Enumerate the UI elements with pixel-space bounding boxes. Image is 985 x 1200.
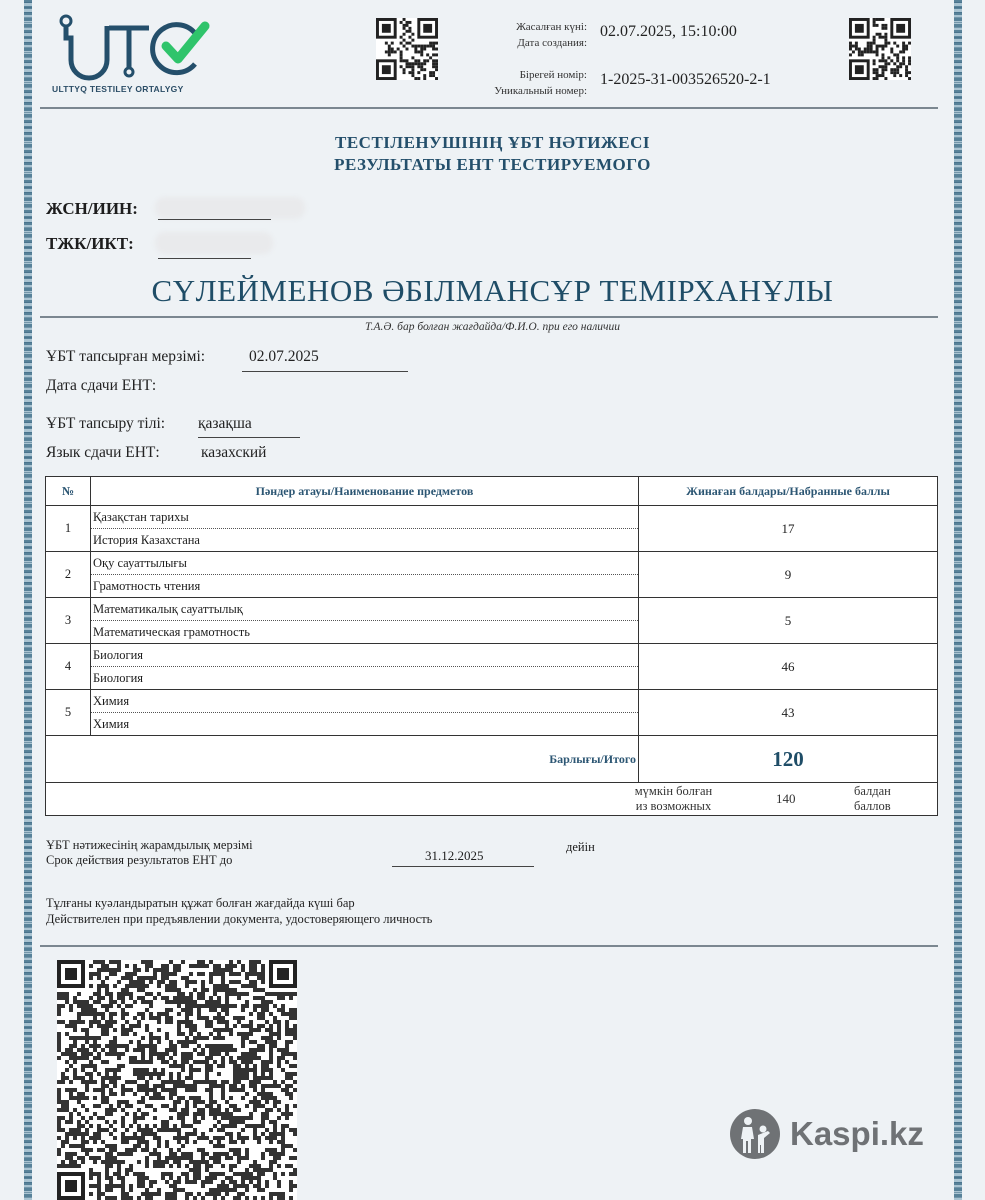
possible-label-ru: из возможных [635, 799, 712, 813]
document-title-ru: РЕЗУЛЬТАТЫ ЕНТ ТЕСТИРУЕМОГО [334, 155, 651, 174]
ikt-underline [158, 258, 251, 259]
iin-label: ЖСН/ИИН: [46, 199, 138, 218]
possible-row [46, 783, 938, 816]
subject-name-ru: Химия [93, 717, 130, 731]
table-row [46, 690, 938, 736]
possible-label [626, 784, 721, 814]
possible-cell [46, 783, 938, 816]
total-label: Барлығы/Итого [46, 736, 639, 783]
divider-top [40, 107, 938, 109]
created-label [495, 19, 587, 51]
exam-date-value: 02.07.2025 [249, 348, 319, 365]
exam-lang-value-ru: казахский [201, 444, 267, 461]
table-header-row [46, 477, 938, 506]
exam-lang-label-ru: Язык сдачи ЕНТ: [46, 444, 160, 461]
row-subject [91, 598, 639, 644]
kaspi-logo-icon [730, 1109, 780, 1159]
identity-document-note [46, 895, 432, 927]
results-table [45, 476, 938, 816]
validity-suffix: дейін [566, 840, 595, 854]
exam-date-label-kk: ҰБТ тапсырған мерзімі: [46, 348, 206, 365]
row-number: 3 [46, 598, 91, 644]
table-row [46, 598, 938, 644]
note-kk: Тұлғаны куәландыратын құжат болған жағдайда күші бар [46, 896, 355, 910]
iin-underline [158, 219, 271, 220]
unique-number-value: 1-2025-31-003526520-2-1 [600, 71, 771, 88]
qr-code-small-left [376, 18, 438, 80]
exam-lang-value-kk: қазақша [198, 415, 252, 432]
subject-name-kk: Биология [91, 644, 638, 667]
document-title-kk: ТЕСТІЛЕНУШІНІҢ ҰБТ НӘТИЖЕСІ [335, 133, 650, 152]
row-number: 4 [46, 644, 91, 690]
row-score: 17 [639, 506, 938, 552]
divider-name [40, 316, 938, 318]
qr-code-large [57, 960, 297, 1200]
kaspi-watermark-text: Kaspi.kz [790, 1115, 924, 1152]
decorative-border-left [24, 0, 32, 1200]
kaspi-watermark [730, 1109, 924, 1159]
row-subject [91, 690, 639, 736]
table-row [46, 644, 938, 690]
validity-label-kk: ҰБТ нәтижесінің жарамдылық мерзімі [46, 838, 253, 852]
subject-name-kk: Оқу сауаттылығы [91, 552, 638, 575]
row-number: 1 [46, 506, 91, 552]
total-row [46, 736, 938, 783]
validity-label-ru: Срок действия результатов ЕНТ до [46, 853, 233, 867]
unique-number-label [480, 67, 587, 99]
subject-name-kk: Химия [91, 690, 638, 713]
total-value: 120 [639, 736, 938, 783]
row-subject [91, 552, 639, 598]
possible-suffix-ru: баллов [854, 799, 891, 813]
row-score: 5 [639, 598, 938, 644]
subject-name-ru: Грамотность чтения [93, 579, 201, 593]
subject-name-kk: Қазақстан тарихы [91, 506, 638, 529]
full-name: СҮЛЕЙМЕНОВ ӘБІЛМАНСҰР ТЕМІРХАНҰЛЫ [151, 273, 834, 308]
table-row [46, 552, 938, 598]
created-value: 02.07.2025, 15:10:00 [600, 23, 737, 40]
header-number: № [46, 477, 91, 506]
unique-label-kk: Бірегей номір: [519, 69, 587, 81]
validity-underline [392, 866, 534, 867]
subject-name-ru: Математическая грамотность [93, 625, 250, 639]
subject-name-kk: Математикалық сауаттылық [91, 598, 638, 621]
possible-label-kk: мүмкін болған [634, 784, 713, 798]
ikt-label: ТЖК/ИКТ: [46, 234, 134, 253]
row-subject [91, 506, 639, 552]
divider-bottom [40, 945, 938, 947]
decorative-border-right [954, 0, 962, 1200]
unique-label-ru: Уникальный номер: [494, 85, 587, 97]
possible-value: 140 [776, 791, 796, 806]
exam-lang-underline [198, 437, 300, 438]
row-subject [91, 644, 639, 690]
created-label-kk: Жасалған күні: [516, 21, 587, 33]
subject-name-ru: Биология [93, 671, 144, 685]
exam-lang-label-kk: ҰБТ тапсыру тілі: [46, 415, 166, 432]
logo-subtitle: ULTTYQ TESTILEY ORTALYGY [52, 84, 184, 94]
possible-suffix-kk: балдан [854, 784, 891, 798]
row-score: 46 [639, 644, 938, 690]
table-row [46, 506, 938, 552]
header-subject: Пәндер атауы/Наименование предметов [91, 477, 639, 506]
subject-name-ru: История Казахстана [93, 533, 200, 547]
created-label-ru: Дата создания: [517, 37, 587, 49]
validity-date: 31.12.2025 [425, 848, 484, 863]
validity-label [46, 838, 253, 868]
name-hint: Т.А.Ә. бар болған жағдайда/Ф.И.О. при его наличии [364, 321, 621, 333]
header-score: Жинаған балдары/Набранные баллы [639, 477, 938, 506]
row-number: 2 [46, 552, 91, 598]
iin-redacted [155, 197, 305, 219]
possible-suffix [854, 784, 891, 814]
note-ru: Действителен при предъявлении документа, удостоверяющего личность [46, 912, 433, 926]
exam-date-label-ru: Дата сдачи ЕНТ: [46, 377, 157, 394]
exam-date-underline [242, 371, 408, 372]
row-number: 5 [46, 690, 91, 736]
row-score: 9 [639, 552, 938, 598]
qr-code-small-right [849, 18, 911, 80]
row-score: 43 [639, 690, 938, 736]
ikt-redacted [155, 232, 273, 254]
